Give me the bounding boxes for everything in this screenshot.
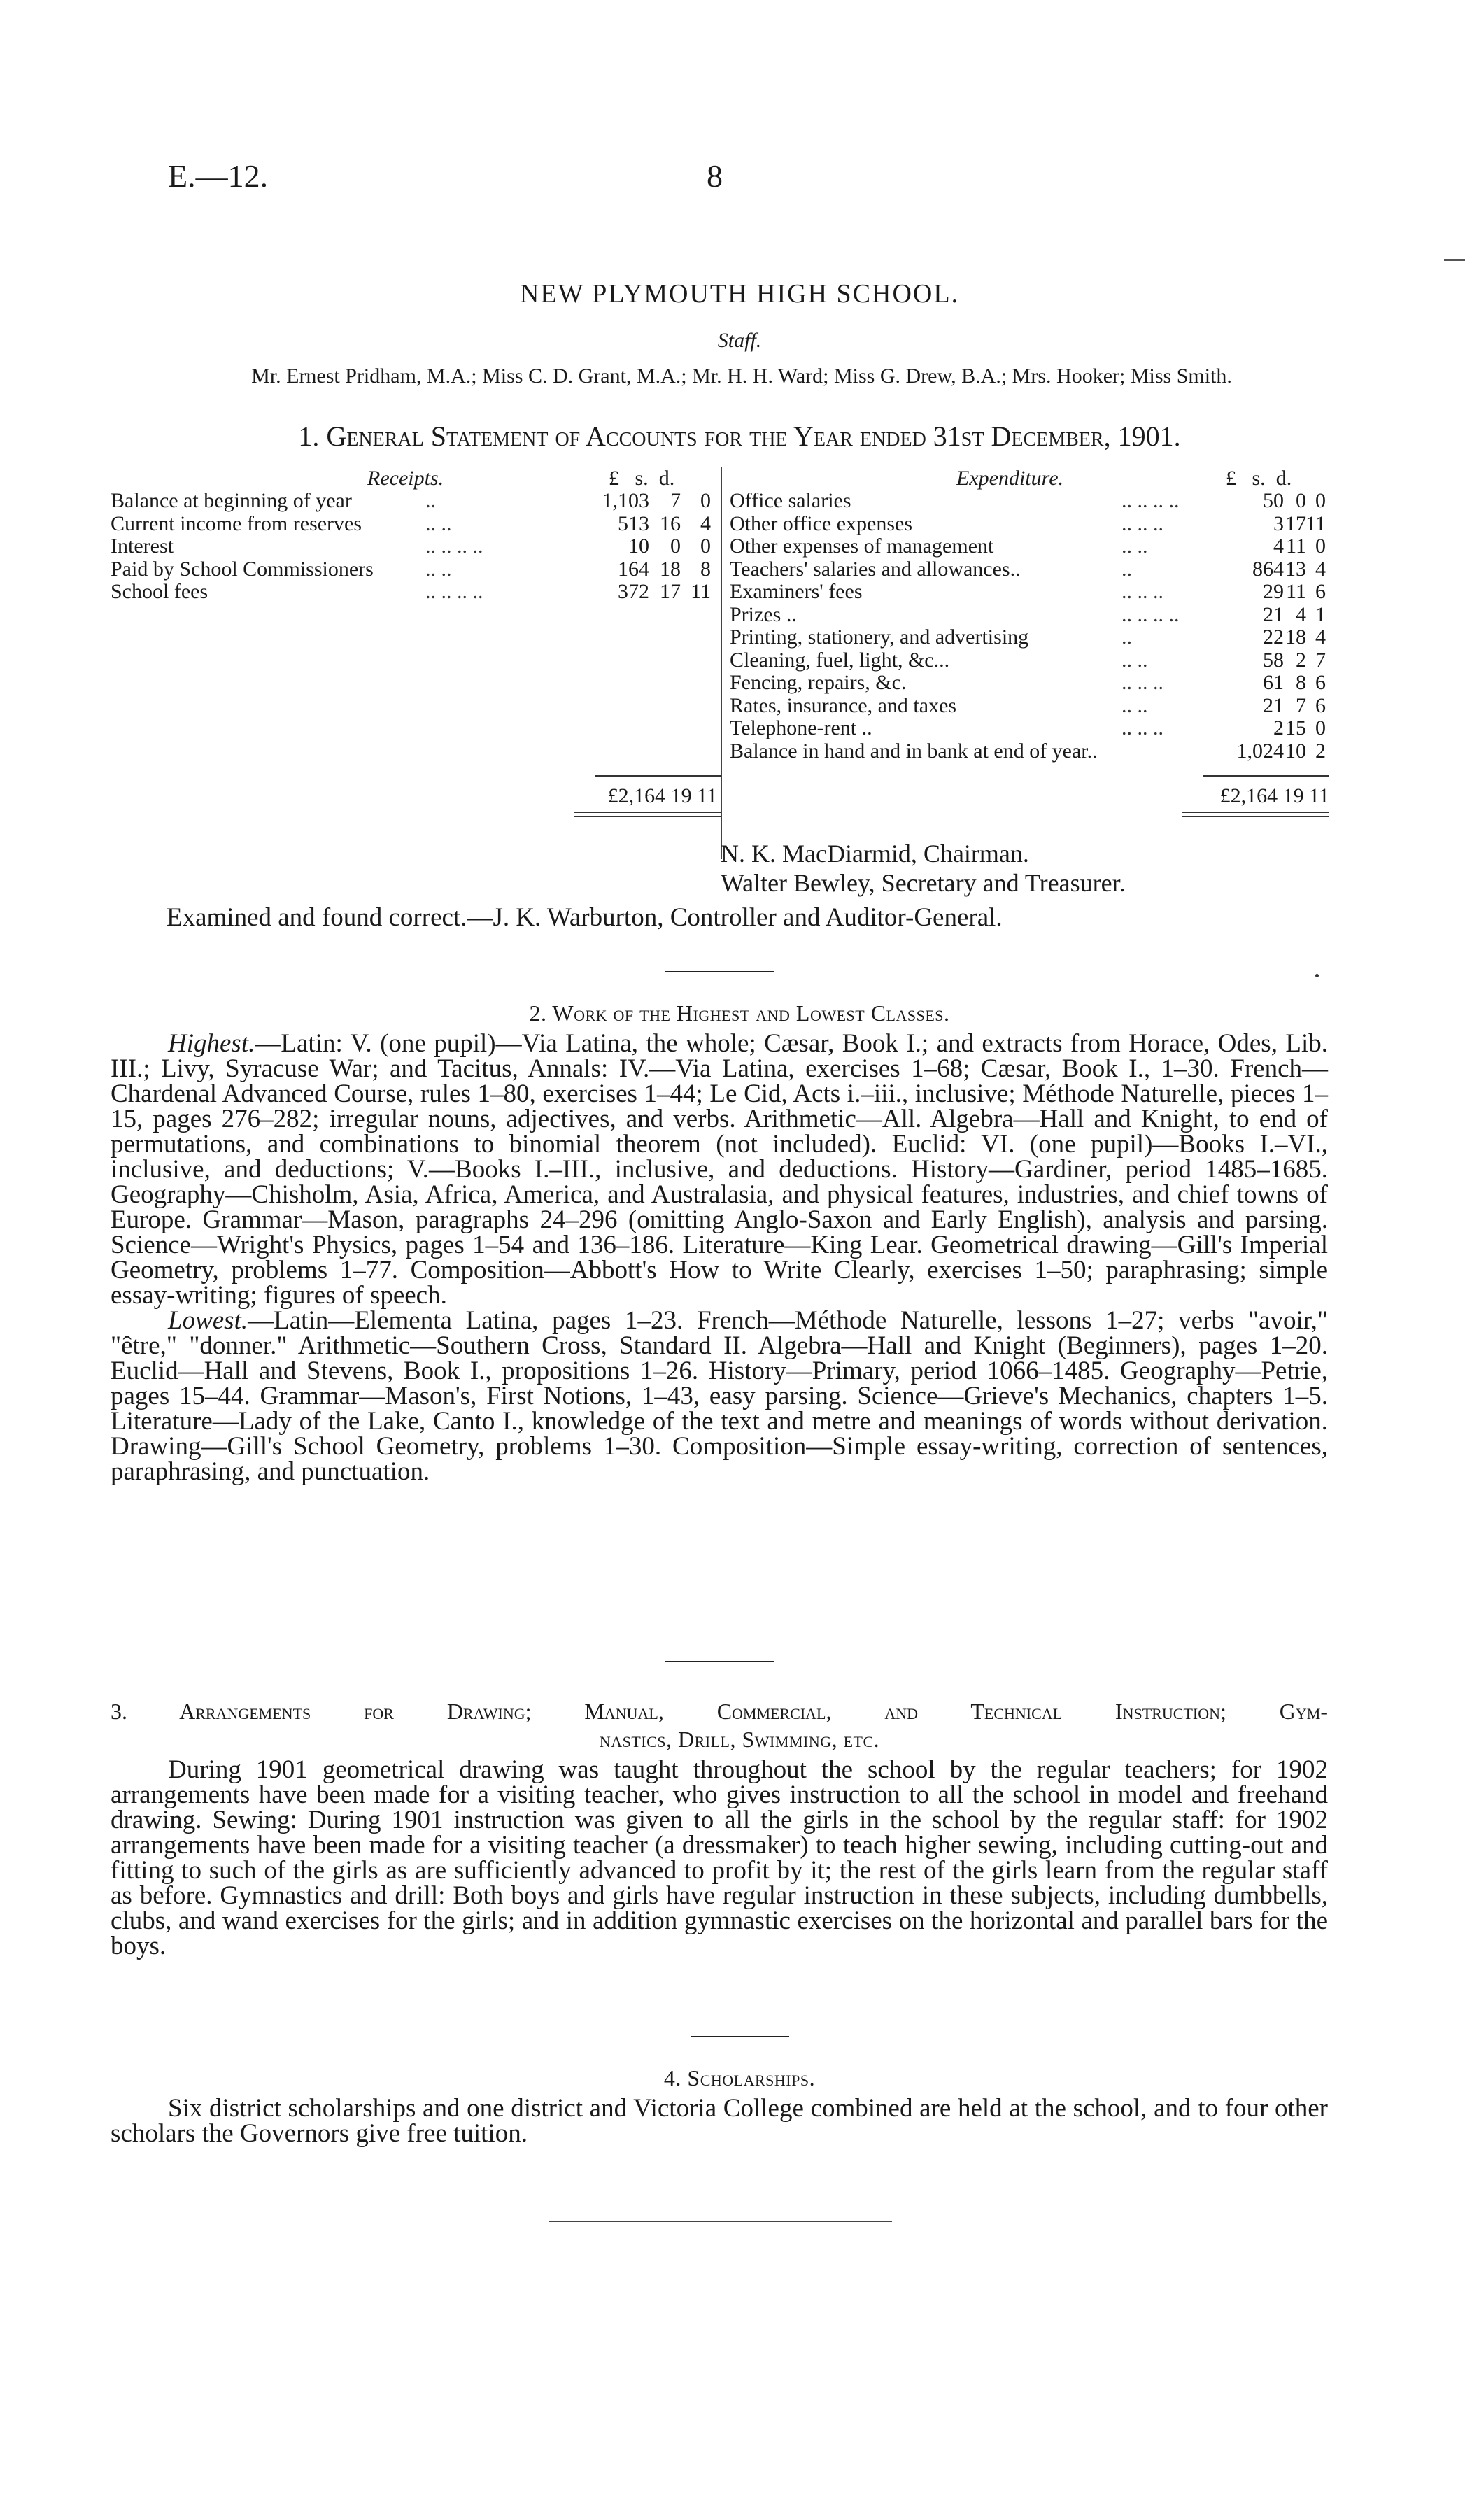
expenditure-leader: .. [1121, 625, 1132, 649]
receipt-shillings: 16 [660, 511, 681, 535]
receipt-pence: 4 [700, 511, 711, 535]
expenditure-label: Fencing, repairs, &c. [730, 671, 907, 694]
stray-mark [1315, 974, 1319, 977]
expenditure-row [730, 604, 1345, 627]
receipt-label: Balance at beginning of year [111, 489, 352, 512]
receipt-row [111, 581, 726, 604]
expenditure-pence: 2 [1315, 739, 1326, 763]
lowest-paragraph [111, 1308, 1328, 1485]
receipts-subtotal-rule [595, 775, 721, 777]
highest-paragraph [111, 1031, 1328, 1308]
expenditure-heading: Expenditure. [956, 467, 1064, 490]
lowest-label: Lowest. [168, 1306, 248, 1335]
receipt-shillings: 18 [660, 557, 681, 581]
expenditure-pounds: 4 [1273, 535, 1284, 558]
receipts-heading: Receipts. [367, 467, 444, 490]
expenditure-shillings: 4 [1296, 602, 1306, 626]
expenditure-pounds: 61 [1263, 671, 1284, 694]
highest-label: Highest. [168, 1029, 255, 1058]
expenditure-row [730, 695, 1345, 718]
expenditure-pounds: 22 [1263, 625, 1284, 649]
staff-list: Mr. Ernest Pridham, M.A.; Miss C. D. Grant, M.A.; Mr. H. H. Ward; Miss G. Drew, B.A.; Mrs. Hooker; Miss Smith. [251, 364, 1232, 388]
expenditure-row [730, 558, 1345, 581]
expenditure-row [730, 581, 1345, 604]
expenditure-shillings: 7 [1296, 693, 1306, 717]
accounts-heading: 1. General Statement of Accounts for the Year ended 31st December, 1901. [298, 420, 1181, 452]
receipt-pounds: 1,103 [602, 489, 649, 512]
receipt-leader: .. .. .. .. [425, 580, 483, 603]
expenditure-pounds: 21 [1263, 693, 1284, 717]
receipt-row [111, 558, 726, 581]
expenditure-currency-header [1226, 467, 1292, 490]
end-rule [549, 2221, 892, 2222]
receipts-list [111, 490, 726, 604]
expenditure-list [730, 490, 1345, 763]
expenditure-pounds: 21 [1263, 602, 1284, 626]
staff-heading: Staff. [717, 329, 762, 352]
section-divider [665, 1661, 774, 1662]
receipt-label: Interest [111, 535, 174, 558]
expenditure-leader: .. .. .. .. [1121, 602, 1180, 626]
receipts-total: £2,164 19 11 [607, 784, 717, 807]
expenditure-label: Teachers' salaries and allowances.. [730, 557, 1021, 581]
expenditure-total: £2,164 19 11 [1219, 784, 1329, 807]
expenditure-leader: .. .. .. [1121, 511, 1163, 535]
section2-heading: 2. Work of the Highest and Lowest Classes. [529, 1000, 950, 1026]
expenditure-pence: 4 [1315, 557, 1326, 581]
receipt-leader: .. .. [425, 511, 452, 535]
receipt-shillings: 0 [670, 535, 681, 558]
expenditure-pence: 0 [1315, 489, 1326, 512]
expenditure-row [730, 626, 1345, 649]
expenditure-pence: 7 [1315, 648, 1326, 672]
expenditure-pounds: 50 [1263, 489, 1284, 512]
expenditure-leader: .. [1121, 557, 1132, 581]
expenditure-label: Printing, stationery, and advertising [730, 625, 1029, 649]
pence-symbol: d. [658, 467, 675, 490]
expenditure-pence: 6 [1315, 693, 1326, 717]
expenditure-shillings: 10 [1285, 739, 1306, 763]
receipt-pounds: 164 [618, 557, 649, 581]
receipt-pence: 0 [700, 489, 711, 512]
expenditure-pounds: 58 [1263, 648, 1284, 672]
shillings-symbol: s. [635, 467, 649, 490]
expenditure-shillings: 0 [1296, 489, 1306, 512]
expenditure-pence: 0 [1315, 716, 1326, 739]
receipt-pounds: 10 [628, 535, 649, 558]
expenditure-shillings: 11 [1286, 580, 1306, 603]
page-number: 8 [707, 158, 723, 194]
pence-symbol: d. [1275, 467, 1292, 490]
shillings-symbol: s. [1252, 467, 1266, 490]
expenditure-leader: .. .. .. [1121, 580, 1163, 603]
auditor-statement: Examined and found correct.—J. K. Warburton, Controller and Auditor-General. [167, 903, 1003, 932]
page-title: NEW PLYMOUTH HIGH SCHOOL. [519, 279, 960, 309]
signature-secretary: Walter Bewley, Secretary and Treasurer. [721, 869, 1126, 897]
expenditure-leader: .. .. [1121, 648, 1148, 672]
receipt-pounds: 513 [618, 511, 649, 535]
expenditure-shillings: 15 [1285, 716, 1306, 739]
receipt-row [111, 513, 726, 536]
expenditure-shillings: 13 [1285, 557, 1306, 581]
receipt-label: School fees [111, 580, 208, 603]
expenditure-label: Rates, insurance, and taxes [730, 693, 957, 717]
receipt-label: Current income from reserves [111, 511, 362, 535]
expenditure-label: Other expenses of management [730, 535, 994, 558]
expenditure-pence: 4 [1315, 625, 1326, 649]
expenditure-subtotal-rule [1203, 775, 1329, 777]
expenditure-leader: .. .. [1121, 693, 1148, 717]
expenditure-total-double-rule [1182, 812, 1329, 817]
receipt-pence: 8 [700, 557, 711, 581]
expenditure-pence: 11 [1305, 511, 1326, 535]
receipt-pence: 0 [700, 535, 711, 558]
section4-body [111, 2096, 1328, 2146]
expenditure-pounds: 1,024 [1236, 739, 1284, 763]
expenditure-leader: .. .. [1121, 535, 1148, 558]
receipt-row [111, 535, 726, 558]
receipt-leader: .. .. .. .. [425, 535, 483, 558]
expenditure-shillings: 2 [1296, 648, 1306, 672]
expenditure-leader: .. .. .. [1121, 671, 1163, 694]
receipt-pence: 11 [691, 580, 711, 603]
receipts-currency-header [609, 467, 674, 490]
expenditure-row [730, 490, 1345, 513]
lowest-text: —Latin—Elementa Latina, pages 1–23. French—Méthode Naturelle, lessons 1–27; verbs "avoir," "être," "donner." Arithmetic—Southern Cross, Standard II. Algebra—Hall and Knight (Beginners), pages 1–20. Euclid—Hall and Stevens, Book I., propositions 1–26. History—Primary, period 1066–1485. Geography—Petrie, pages 15–44. Grammar—Mason's, First Notions, 1–43, easy parsing. Science—Grieve's Mechanics, chapters 1–5. Literature—Lady of the Lake, Canto I., knowledge of the text and metre and meanings of words without derivation. Drawing—Gill's School Geometry, problems 1–30. Composition—Simple essay-writing, correction of sentences, paraphrasing, and punctuation. [111, 1306, 1328, 1486]
section3-paragraph: During 1901 geometrical drawing was taught throughout the school by the regular teachers; for 1902 arrangements have been made for a visiting teacher, who gives instruction to all the school in model and freehand drawing. Sewing: During 1901 instruction was given to all the girls in the school by the regular staff: for 1902 arrangements have been made for a visiting teacher (a dressmaker) to teach higher sewing, including cutting-out and fitting to such of the girls as are sufficiently advanced to profit by it; the rest of the girls learn from the regular staff as before. Gymnastics and drill: Both boys and girls have regular instruction in these subjects, including dumbbells, clubs, and wand exercises for the girls; and in addition gymnastic exercises on the horizontal and parallel bars for the boys. [111, 1755, 1328, 1960]
section4-paragraph: Six district scholarships and one district and Victoria College combined are held at the school, and to four other scholars the Governors give free tuition. [111, 2094, 1328, 2148]
expenditure-label: Prizes .. [730, 602, 797, 626]
expenditure-pounds: 864 [1252, 557, 1284, 581]
receipt-label: Paid by School Commissioners [111, 557, 374, 581]
expenditure-row [730, 649, 1345, 672]
margin-mark [1444, 259, 1465, 261]
expenditure-label: Other office expenses [730, 511, 913, 535]
expenditure-row [730, 717, 1345, 740]
expenditure-pounds: 3 [1273, 511, 1284, 535]
column-divider [721, 467, 722, 859]
receipt-leader: .. [425, 489, 436, 512]
expenditure-label: Balance in hand and in bank at end of year.. [730, 739, 1098, 763]
receipt-shillings: 7 [670, 489, 681, 512]
expenditure-pence: 0 [1315, 535, 1326, 558]
section3-body [111, 1757, 1328, 1959]
expenditure-row [730, 513, 1345, 536]
receipt-pounds: 372 [618, 580, 649, 603]
section3-heading-line2: nastics, Drill, Swimming, etc. [599, 1727, 880, 1752]
highest-text: —Latin: V. (one pupil)—Via Latina, the whole; Cæsar, Book I.; and extracts from Horace, Odes, Lib. III.; Livy, Syracuse War; and Tacitus, Annals: IV.—Via Latina, exercises 1–68; Cæsar, Book I., 1–30. French—Chardenal Advanced Course, rules 1–80, exercises 1–44; Le Cid, Acts i.–iii., inclusive; Méthode Naturelle, pieces 1–15, pages 276–282; irregular nouns, adjectives, and verbs. Arithmetic—All. Algebra—Hall and Knight, to end of permutations, and combinations to binomial theorem (not included). Euclid: VI. (one pupil)—Books I.–VI., inclusive, and deductions; V.—Books I.–III., inclusive, and deductions. History—Gardiner, period 1485–1685. Geography—Chisholm, Asia, Africa, America, and Australasia, and physical features, industries, and chief towns of Europe. Grammar—Mason, paragraphs 24–296 (omitting Anglo-Saxon and Early English), analysis and parsing. Science—Wright's Physics, pages 1–54 and 136–186. Literature—King Lear. Geometrical drawing—Gill's Imperial Geometry, problems 1–77. Composition—Abbott's How to Write Clearly, exercises 1–50; paraphrasing; simple essay-writing; figures of speech. [111, 1029, 1328, 1310]
expenditure-row [730, 740, 1345, 763]
expenditure-pounds: 2 [1273, 716, 1284, 739]
expenditure-pence: 6 [1315, 671, 1326, 694]
expenditure-row [730, 672, 1345, 695]
expenditure-pence: 6 [1315, 580, 1326, 603]
expenditure-shillings: 8 [1296, 671, 1306, 694]
receipts-total-double-rule [574, 812, 721, 817]
expenditure-shillings: 11 [1286, 535, 1306, 558]
section4-heading: 4. Scholarships. [663, 2065, 816, 2090]
expenditure-row [730, 535, 1345, 558]
expenditure-shillings: 17 [1285, 511, 1306, 535]
pounds-symbol: £ [609, 467, 619, 490]
pounds-symbol: £ [1226, 467, 1236, 490]
section2-body [111, 1031, 1328, 1485]
document-reference: E.—12. [168, 158, 269, 194]
expenditure-label: Telephone-rent .. [730, 716, 872, 739]
expenditure-leader: .. .. .. .. [1121, 489, 1180, 512]
expenditure-label: Cleaning, fuel, light, &c... [730, 648, 950, 672]
signature-chairman: N. K. MacDiarmid, Chairman. [721, 840, 1029, 868]
receipt-row [111, 490, 726, 513]
section3-heading-line1: 3. Arrangements for Drawing; Manual, Commercial, and Technical Instruction; Gym- [111, 1699, 1328, 1724]
receipt-shillings: 17 [660, 580, 681, 603]
expenditure-leader: .. .. .. [1121, 716, 1163, 739]
expenditure-pounds: 29 [1263, 580, 1284, 603]
expenditure-pence: 1 [1315, 602, 1326, 626]
section-divider [665, 971, 774, 972]
expenditure-label: Examiners' fees [730, 580, 863, 603]
expenditure-shillings: 18 [1285, 625, 1306, 649]
expenditure-label: Office salaries [730, 489, 851, 512]
section-divider [691, 2036, 789, 2037]
receipt-leader: .. .. [425, 557, 452, 581]
